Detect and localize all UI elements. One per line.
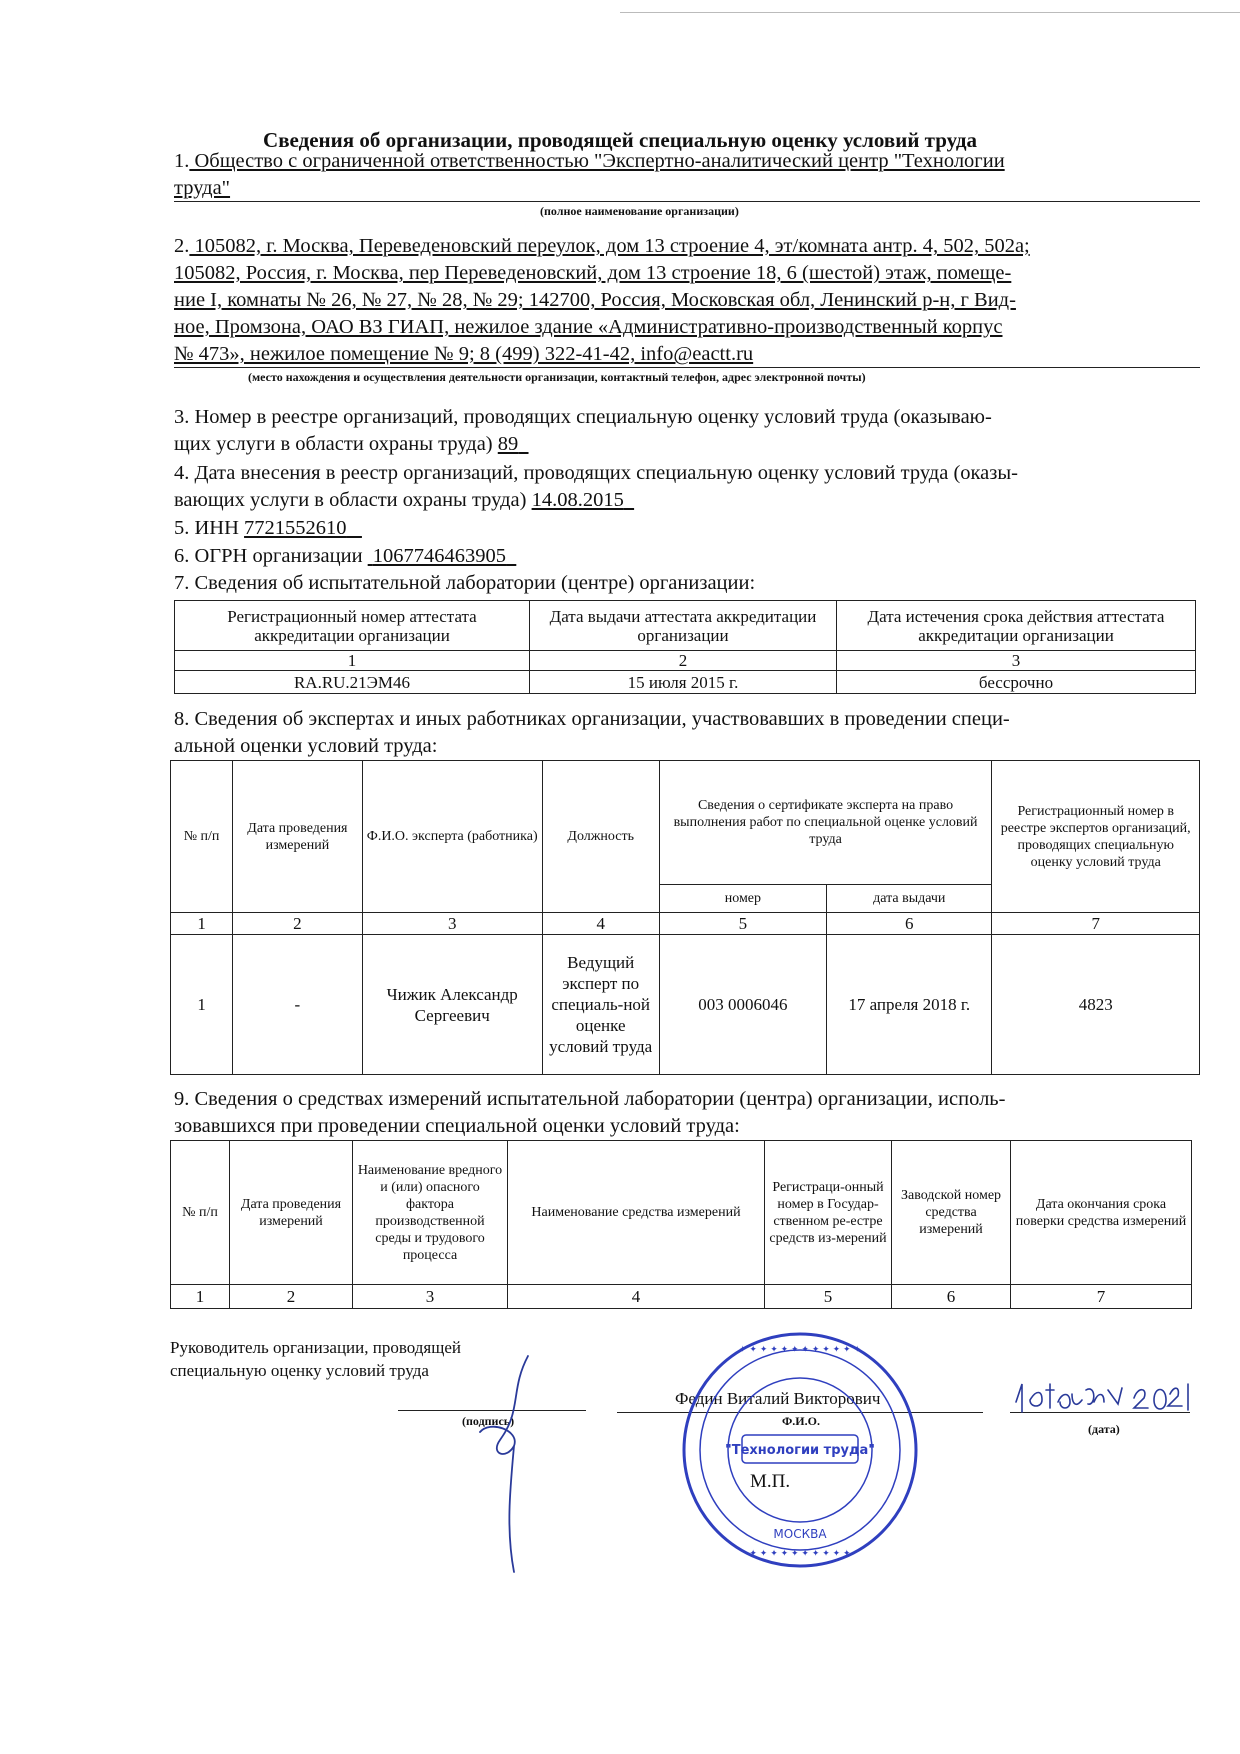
signature-role-line-1: Руководитель организации, проводящей xyxy=(170,1338,461,1357)
section-3-line-1: 3. Номер в реестре организаций, проводящих специальную оценку условий труда (оказываю- xyxy=(174,406,992,428)
registry-number: 89 xyxy=(497,433,519,455)
instruments-header-registry: Регистраци-онный номер в Государ-ственном ре-естре средств из-мерений xyxy=(765,1141,892,1285)
expert-row-no: 1 xyxy=(171,935,233,1075)
section-9-line-2: зовавшихся при проведении специальной оценки условий труда: xyxy=(174,1115,740,1137)
experts-table xyxy=(170,760,1200,1075)
instruments-col-num: 1 xyxy=(171,1285,230,1309)
registry-date: 14.08.2015 xyxy=(531,489,624,511)
section-2-line-2: 105082, Россия, г. Москва, пер Переведеновский, дом 13 строение 18, 6 (шестой) этаж, помеще- xyxy=(174,262,1012,284)
section-2-rule xyxy=(174,367,1200,368)
experts-header-cert-date: дата выдачи xyxy=(827,885,992,913)
instruments-col-num: 2 xyxy=(230,1285,353,1309)
instruments-table xyxy=(170,1140,1192,1309)
instruments-header-serial: Заводской номер средства измерений xyxy=(892,1141,1011,1285)
lab-header-reg-number: Регистрационный номер аттестата аккредитации организации xyxy=(175,601,530,651)
laboratory-table xyxy=(174,600,1196,694)
instruments-col-num: 3 xyxy=(353,1285,508,1309)
experts-header-position: Должность xyxy=(542,761,659,913)
section-2-line-1: 2. 105082, г. Москва, Переведеновский переулок, дом 13 строение 4, эт/комната антр. 4, 502, 502а; xyxy=(174,235,1030,257)
section-2-hint: (место нахождения и осуществления деятельности организации, контактный телефон, адрес электронной почты) xyxy=(248,370,866,384)
signature-role-line-2: специальную оценку условий труда xyxy=(170,1361,429,1380)
expert-row-fio: Чижик Александр Сергеевич xyxy=(362,935,542,1075)
instruments-col-num: 7 xyxy=(1011,1285,1192,1309)
experts-header-cert: Сведения о сертификате эксперта на право выполнения работ по специальной оценке условий труда xyxy=(659,761,992,885)
lab-col-num: 2 xyxy=(530,651,837,671)
instruments-header-date: Дата проведения измерений xyxy=(230,1141,353,1285)
section-9-line-1: 9. Сведения о средствах измерений испытательной лаборатории (центра) организации, исполь- xyxy=(174,1088,1006,1110)
section-4-line-2: вающих услуги в области охраны труда) 14.08.2015 xyxy=(174,489,624,511)
sign-hint: (подпись) xyxy=(462,1414,515,1428)
svg-text:✦ ✦ ✦ ✦ ✦ ✦ ✦ ✦ ✦ ✦: ✦ ✦ ✦ ✦ ✦ ✦ ✦ ✦ ✦ ✦ xyxy=(749,1549,851,1559)
expert-row-date: - xyxy=(233,935,363,1075)
expert-row-position: Ведущий эксперт по специаль-ной оценке условий труда xyxy=(542,935,659,1075)
director-name: Федин Виталий Викторович xyxy=(675,1389,881,1408)
section-1-line-2: труда" xyxy=(174,177,231,199)
instruments-col-num: 6 xyxy=(892,1285,1011,1309)
stamp-center-text: "Технологии труда" xyxy=(724,1443,876,1458)
lab-header-issue-date: Дата выдачи аттестата аккредитации организации xyxy=(530,601,837,651)
section-5-inn: 5. ИНН 7721552610 xyxy=(174,517,347,539)
experts-header-reg: Регистрационный номер в реестре экспертов организаций, проводящих специальную оценку условий труда xyxy=(992,761,1200,913)
experts-header-date: Дата проведения измерений xyxy=(233,761,363,913)
section-2-line-5: № 473», нежилое помещение № 9; 8 (499) 322-41-42, info@eactt.ru xyxy=(174,343,754,365)
section-6-ogrn: 6. ОГРН организации 1067746463905 xyxy=(174,545,507,567)
experts-col-num: 6 xyxy=(827,913,992,935)
section-7-heading: 7. Сведения об испытательной лаборатории (центре) организации: xyxy=(174,572,756,594)
section-2-line-3: ние I, комнаты № 26, № 27, № 28, № 29; 142700, Россия, Московская обл, Ленинский р-н, г Вид- xyxy=(174,289,1016,311)
stamp-place-mp: М.П. xyxy=(750,1471,791,1492)
top-edge-line xyxy=(620,12,1240,13)
expert-row-reg: 4823 xyxy=(992,935,1200,1075)
handwritten-signature xyxy=(470,1350,580,1580)
expert-row-cert-date: 17 апреля 2018 г. xyxy=(827,935,992,1075)
instruments-header-name: Наименование средства измерений xyxy=(508,1141,765,1285)
experts-col-num: 3 xyxy=(362,913,542,935)
experts-header-cert-num: номер xyxy=(659,885,826,913)
instruments-header-verification: Дата окончания срока поверки средства измерений xyxy=(1011,1141,1192,1285)
inn-value: 7721552610 xyxy=(244,517,347,539)
instruments-col-num: 5 xyxy=(765,1285,892,1309)
section-8-line-1: 8. Сведения об экспертах и иных работниках организации, участвовавших в проведении специ- xyxy=(174,708,1010,730)
section-3-line-2: щих услуги в области охраны труда) 89 xyxy=(174,433,519,455)
experts-header-no: № п/п xyxy=(171,761,233,913)
section-2-line-4: ное, Промзона, ОАО ВЗ ГИАП, нежилое здание «Административно-производственный корпус xyxy=(174,316,1003,338)
lab-header-expiry: Дата истечения срока действия аттестата аккредитации организации xyxy=(837,601,1196,651)
handwritten-date xyxy=(1010,1372,1195,1420)
lab-col-num: 1 xyxy=(175,651,530,671)
lab-issue-date: 15 июля 2015 г. xyxy=(530,671,837,694)
lab-expiry: бессрочно xyxy=(837,671,1196,694)
experts-header-fio: Ф.И.О. эксперта (работника) xyxy=(362,761,542,913)
experts-col-num: 4 xyxy=(542,913,659,935)
lab-col-num: 3 xyxy=(837,651,1196,671)
experts-col-num: 1 xyxy=(171,913,233,935)
section-1-rule xyxy=(174,201,1200,202)
date-hint: (дата) xyxy=(1088,1422,1120,1436)
experts-col-num: 7 xyxy=(992,913,1200,935)
document-title: Сведения об организации, проводящей специальную оценку условий труда xyxy=(263,128,977,152)
lab-reg-number: RA.RU.21ЭМ46 xyxy=(175,671,530,694)
section-1-hint: (полное наименование организации) xyxy=(540,204,739,218)
stamp-city: МОСКВА xyxy=(773,1527,827,1541)
organization-stamp xyxy=(680,1330,920,1570)
svg-text:✦ ✦ ✦ ✦ ✦ ✦ ✦ ✦ ✦ ✦ ✦ ✦: ✦ ✦ ✦ ✦ ✦ ✦ ✦ ✦ ✦ ✦ ✦ ✦ xyxy=(739,1345,861,1355)
section-1-line-1: 1. Общество с ограниченной ответственностью "Экспертно-аналитический центр "Технологии xyxy=(174,150,1005,172)
expert-row-cert-num: 003 0006046 xyxy=(659,935,826,1075)
ogrn-value: 1067746463905 xyxy=(372,545,507,567)
name-hint: Ф.И.О. xyxy=(782,1414,820,1428)
instruments-header-factor: Наименование вредного и (или) опасного фактора производственной среды и трудового процесса xyxy=(353,1141,508,1285)
experts-col-num: 5 xyxy=(659,913,826,935)
section-8-line-2: альной оценки условий труда: xyxy=(174,735,438,757)
section-4-line-1: 4. Дата внесения в реестр организаций, проводящих специальную оценку условий труда (оказы- xyxy=(174,462,1018,484)
instruments-col-num: 4 xyxy=(508,1285,765,1309)
experts-col-num: 2 xyxy=(233,913,363,935)
instruments-header-no: № п/п xyxy=(171,1141,230,1285)
